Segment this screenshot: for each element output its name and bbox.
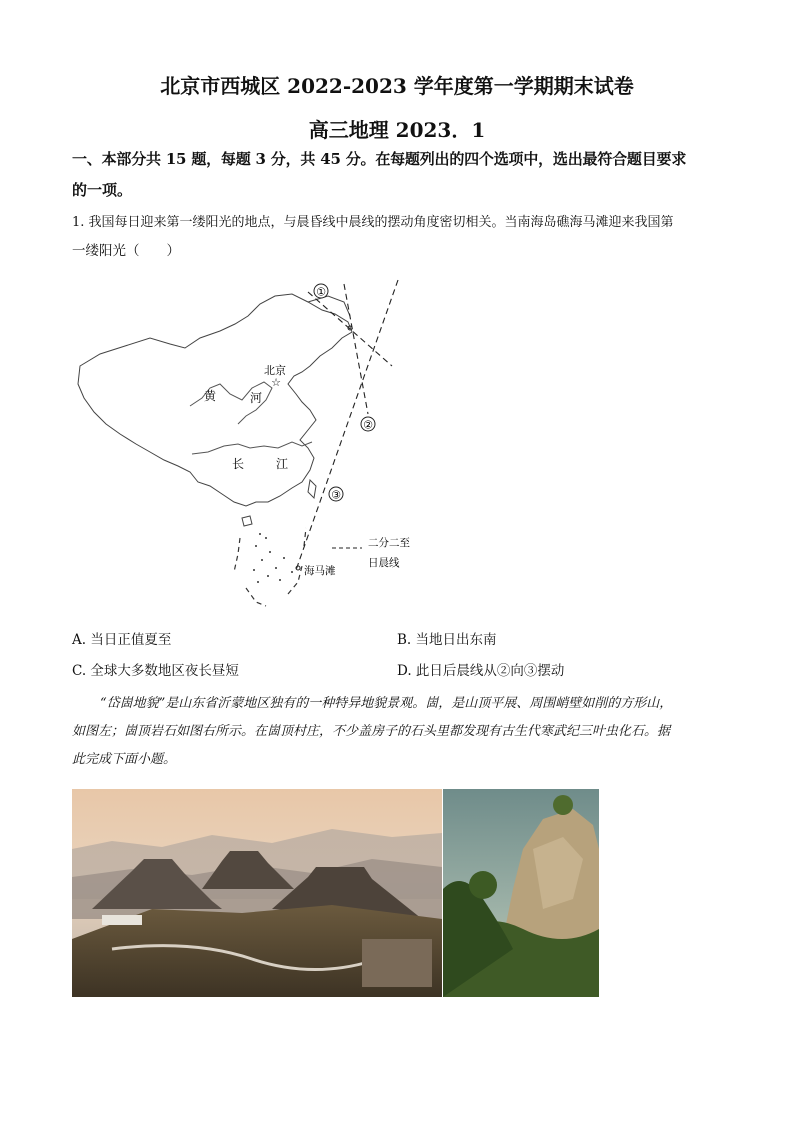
mesa-rock-photo [443,789,599,997]
mesa-landscape-photo [72,789,442,997]
star-icon: ☆ [271,376,281,389]
passage-line2: 如图左；崮顶岩石如图右所示。在崮顶村庄，不少盖房子的石头里都发现有古生代寒武纪三叶虫化石。据 [72,724,671,739]
jiang-label: 江 [275,457,289,471]
line1-label: ① [316,285,326,299]
passage-line3: 此完成下面小题。 [72,752,177,767]
yangtze-river [192,442,312,454]
haimatan-label: 海马滩 [304,565,336,577]
passage [72,690,724,774]
page-subtitle: 高三地理 2023．1 [308,118,486,142]
he-label: 河 [249,391,263,405]
page-title: 北京市西城区 2022-2023 学年度第一学期期末试卷 [160,74,634,98]
legend-line1: 二分二至 [368,537,410,549]
line2-label: ② [363,418,373,432]
option-b: B. 当地日出东南 [397,632,497,648]
section-heading-line1: 一、本部分共 15 题，每题 3 分，共 45 分。在每题列出的四个选项中，选出最符合题目要求 [72,150,687,168]
terminator-line-2 [344,284,368,414]
china-map-figure [70,276,420,611]
option-c: C. 全球大多数地区夜长昼短 [72,663,239,679]
terminator-line-1 [308,292,392,366]
taiwan-outline [308,480,316,498]
question-stem-line1: 1. 我国每日迎来第一缕阳光的地点，与晨昏线中晨线的摆动角度密切相关。当南海岛礁海马滩迎来我国第 [72,215,674,230]
passage-line1: “岱崮地貌”是山东省沂蒙地区独有的一种特异地貌景观。崮，是山顶平展、周围峭壁如削的方形山， [100,696,673,711]
chang-label: 长 [231,457,245,471]
legend-line2: 日晨线 [368,557,400,569]
huang-label: 黄 [203,389,217,403]
line3-label: ③ [331,488,341,502]
option-a: A. 当日正值夏至 [72,632,172,648]
hainan-outline [242,516,252,526]
terminator-line-3 [296,280,398,570]
option-d: D. 此日后晨线从②向③摆动 [397,663,565,679]
south-sea-boundary [234,528,306,606]
question-stem [72,208,724,266]
section-heading-line2: 的一项。 [72,181,133,199]
section-heading [72,144,724,206]
question-stem-line2: 一缕阳光（ ） [72,243,180,259]
beijing-label: 北京 [264,364,286,377]
south-sea-islands [253,533,293,583]
